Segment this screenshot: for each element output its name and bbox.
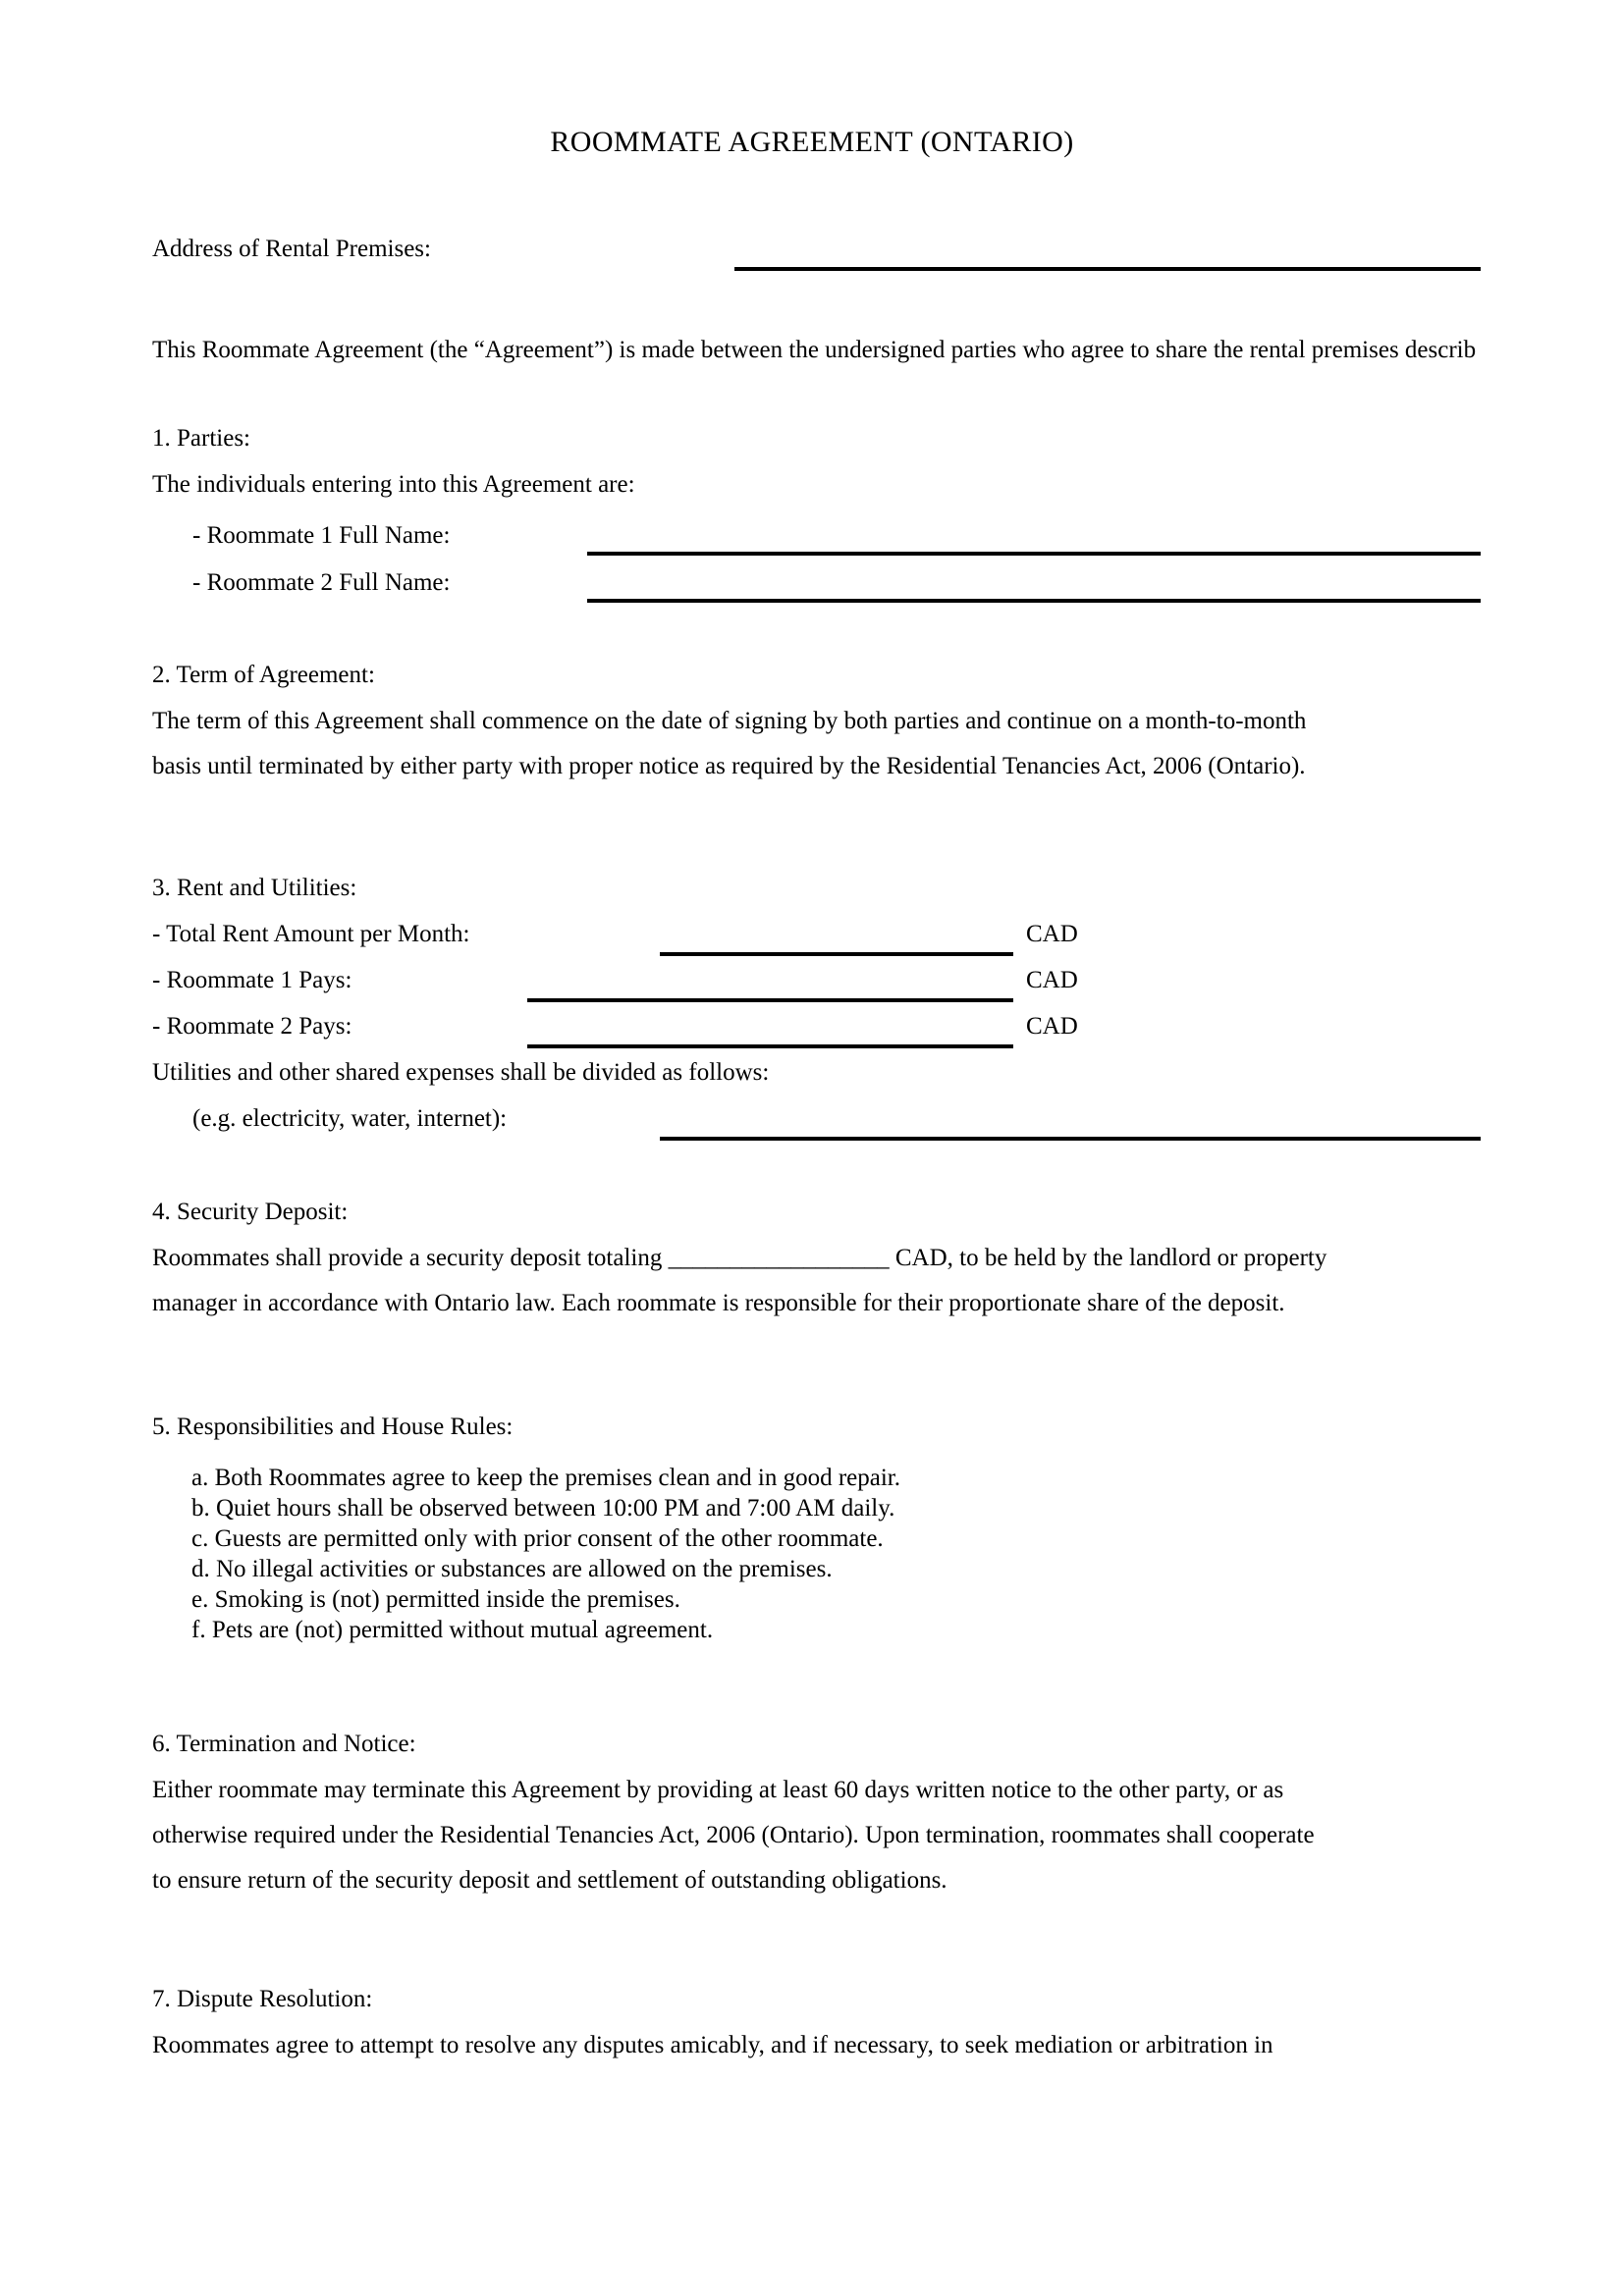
roommate-2-full-name-blank[interactable] [587,599,1481,603]
term-paragraph-line-1: The term of this Agreement shall commence on the date of signing by both parties and continue on a month-to-month [152,708,1307,734]
roommate-1-pays-currency: CAD [1026,967,1078,993]
termination-line-1: Either roommate may terminate this Agreement by providing at least 60 days written notice to the other party, or as [152,1777,1284,1803]
house-rule-item: b. Quiet hours shall be observed between 10:00 PM and 7:00 AM daily. [191,1495,895,1522]
address-of-rental-premises-label: Address of Rental Premises: [152,236,431,262]
roommate-1-full-name-blank[interactable] [587,552,1481,556]
roommate-1-pays-blank[interactable] [527,998,1013,1002]
roommate-2-pays-blank[interactable] [527,1044,1013,1048]
roommate-2-pays-currency: CAD [1026,1013,1078,1040]
section-heading-term: 2. Term of Agreement: [152,662,375,688]
term-paragraph-line-2: basis until terminated by either party with proper notice as required by the Residential Tenancies Act, 2006 (Ontario). [152,753,1306,779]
page-title: ROOMMATE AGREEMENT (ONTARIO) [550,126,1074,158]
parties-lead-text: The individuals entering into this Agreement are: [152,471,635,498]
section-heading-security-deposit: 4. Security Deposit: [152,1199,349,1225]
section-heading-dispute-resolution: 7. Dispute Resolution: [152,1986,373,2012]
termination-line-3: to ensure return of the security deposit and settlement of outstanding obligations. [152,1867,947,1894]
roommate-2-full-name-label: - Roommate 2 Full Name: [192,569,451,596]
roommate-2-pays-label: - Roommate 2 Pays: [152,1013,352,1040]
roommate-1-pays-label: - Roommate 1 Pays: [152,967,352,993]
section-heading-termination: 6. Termination and Notice: [152,1731,416,1757]
total-rent-label: - Total Rent Amount per Month: [152,921,470,947]
total-rent-currency: CAD [1026,921,1078,947]
utilities-lead-text: Utilities and other shared expenses shall be divided as follows: [152,1059,770,1086]
section-heading-rent: 3. Rent and Utilities: [152,875,357,901]
utilities-division-blank[interactable] [660,1137,1481,1141]
security-deposit-line-2: manager in accordance with Ontario law. Each roommate is responsible for their proportionate share of the deposit. [152,1290,1285,1316]
house-rule-item: a. Both Roommates agree to keep the premises clean and in good repair. [191,1465,900,1491]
total-rent-blank[interactable] [660,952,1013,956]
house-rule-item: c. Guests are permitted only with prior consent of the other roommate. [191,1525,884,1552]
house-rules-list [191,1463,900,1645]
security-deposit-line-1: Roommates shall provide a security deposit totaling __________________ CAD, to be held by the landlord or property [152,1245,1327,1271]
house-rule-item: f. Pets are (not) permitted without mutual agreement. [191,1617,714,1643]
house-rule-item: e. Smoking is (not) permitted inside the premises. [191,1586,680,1613]
section-heading-responsibilities: 5. Responsibilities and House Rules: [152,1414,514,1440]
section-heading-parties: 1. Parties: [152,425,250,452]
roommate-1-full-name-label: - Roommate 1 Full Name: [192,522,451,549]
termination-line-2: otherwise required under the Residential Tenancies Act, 2006 (Ontario). Upon termination, roommates shall cooperate [152,1822,1315,1848]
address-of-rental-premises-blank[interactable] [734,267,1481,271]
dispute-resolution-line-1: Roommates agree to attempt to resolve any disputes amicably, and if necessary, to seek mediation or arbitration in [152,2032,1273,2058]
intro-paragraph: This Roommate Agreement (the “Agreement”) is made between the undersigned parties who agree to share the rental premises describ [152,337,1477,363]
house-rule-item: d. No illegal activities or substances are allowed on the premises. [191,1556,833,1582]
utilities-example-label: (e.g. electricity, water, internet): [192,1105,508,1132]
